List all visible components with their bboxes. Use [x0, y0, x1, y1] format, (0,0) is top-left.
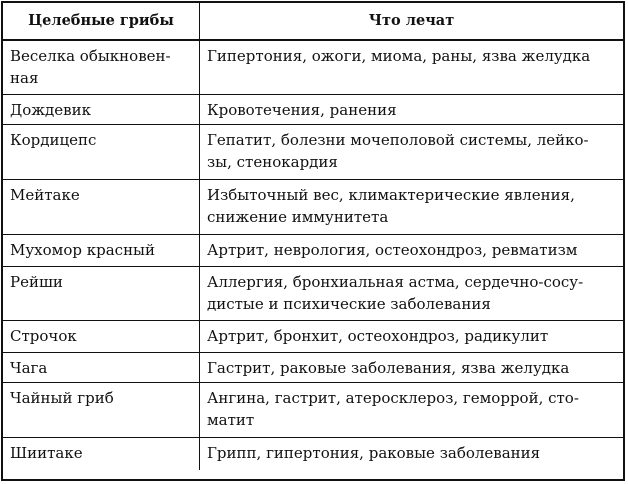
- mushroom-name-cell: [3, 180, 200, 235]
- treats-cell: [200, 125, 623, 180]
- treats-line: Грипп, гипертония, раковые заболевания: [207, 444, 541, 462]
- mushroom-name-cell: [3, 125, 200, 180]
- treats-line: матит: [207, 411, 255, 429]
- mushroom-name-cell: [3, 41, 200, 95]
- mushroom-name-line: ная: [10, 69, 39, 87]
- treats-line: дистые и психические заболевания: [207, 295, 491, 313]
- treats-cell: [200, 235, 623, 267]
- treats-line: Гепатит, болезни мочеполовой системы, лейко-: [207, 131, 589, 149]
- mushroom-name-line: Мейтаке: [10, 186, 80, 204]
- treats-cell: [200, 41, 623, 95]
- mushroom-name-line: Шиитаке: [10, 444, 83, 462]
- treats-cell: [200, 383, 623, 438]
- mushroom-name-line: Кордицепс: [10, 131, 97, 149]
- treats-cell: [200, 438, 623, 470]
- mushroom-name-line: Рейши: [10, 273, 63, 291]
- mushroom-name-line: Мухомор красный: [10, 241, 155, 259]
- treats-cell: [200, 267, 623, 321]
- mushroom-name-line: Дождевик: [10, 101, 91, 119]
- treats-line: Артрит, неврология, остеохондроз, ревматизм: [207, 241, 578, 259]
- mushroom-name-cell: [3, 321, 200, 353]
- header-treats: Что лечат: [200, 3, 623, 41]
- mushroom-name-cell: [3, 383, 200, 438]
- mushroom-name-cell: [3, 95, 200, 125]
- treats-cell: [200, 321, 623, 353]
- treats-line: Аллергия, бронхиальная астма, сердечно-сосу-: [207, 273, 584, 291]
- treats-line: Артрит, бронхит, остеохондроз, радикулит: [207, 327, 549, 345]
- mushroom-name-line: Чайный гриб: [10, 389, 114, 407]
- mushroom-remedies-table: [1, 1, 625, 481]
- treats-line: снижение иммунитета: [207, 208, 389, 226]
- treats-line: зы, стенокардия: [207, 153, 338, 171]
- treats-line: Гастрит, раковые заболевания, язва желудка: [207, 359, 570, 377]
- mushroom-name-line: Чага: [10, 359, 48, 377]
- mushroom-name-cell: [3, 235, 200, 267]
- mushroom-name-cell: [3, 438, 200, 470]
- treats-line: Ангина, гастрит, атеросклероз, геморрой, сто-: [207, 389, 579, 407]
- mushroom-name-line: Веселка обыкновен-: [10, 47, 171, 65]
- treats-cell: [200, 353, 623, 383]
- mushroom-name-cell: [3, 353, 200, 383]
- treats-line: Кровотечения, ранения: [207, 101, 397, 119]
- treats-cell: [200, 95, 623, 125]
- treats-cell: [200, 180, 623, 235]
- mushroom-name-line: Строчок: [10, 327, 77, 345]
- mushroom-name-cell: [3, 267, 200, 321]
- treats-line: Избыточный вес, климактерические явления,: [207, 186, 575, 204]
- header-mushrooms: Целебные грибы: [3, 3, 200, 41]
- treats-line: Гипертония, ожоги, миома, раны, язва желудка: [207, 47, 591, 65]
